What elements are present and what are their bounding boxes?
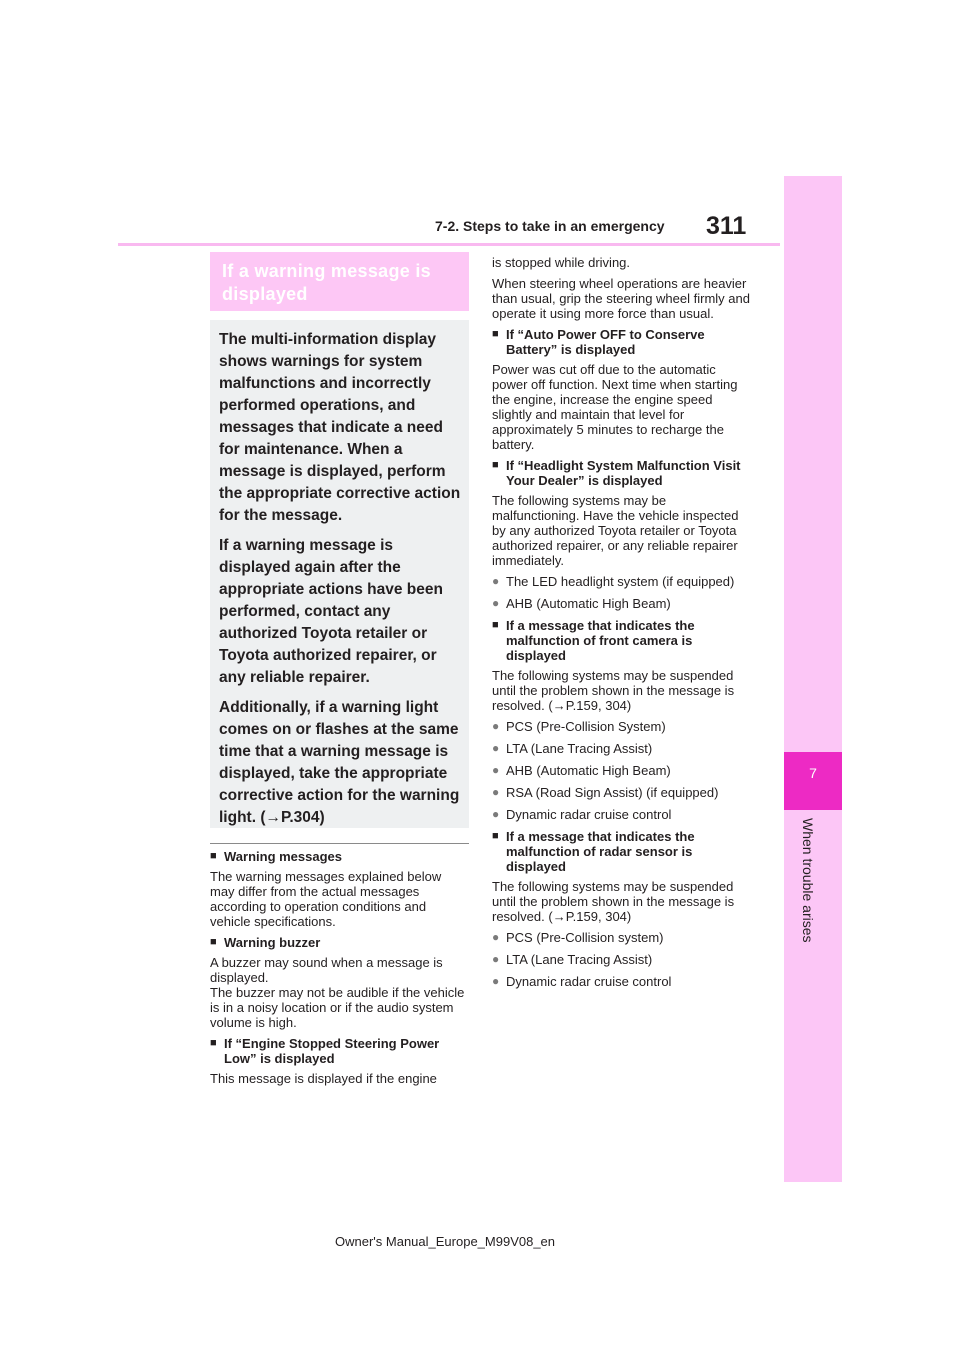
list-item: ● AHB (Automatic High Beam) (492, 763, 671, 778)
round-bullet-icon: ● (492, 574, 500, 588)
round-bullet-icon: ● (492, 930, 500, 944)
paragraph: Power was cut off due to the automatic power off function. Next time when starting the engine, increase the engine speed slightly and maintain that level for approximately 5 minutes to recharge the battery. (492, 362, 738, 452)
subheading-engine-stopped: ■ If “Engine Stopped Steering Power Low” is displayed (210, 1036, 440, 1066)
list-item: ● LTA (Lane Tracing Assist) (492, 952, 653, 967)
paragraph: This message is displayed if the engine (210, 1071, 437, 1086)
round-bullet-icon: ● (492, 763, 500, 777)
page-number: 311 (706, 212, 747, 240)
list-item: ● AHB (Automatic High Beam) (492, 596, 671, 611)
list-item: ● PCS (Pre-Collision system) (492, 930, 664, 945)
round-bullet-icon: ● (492, 974, 500, 988)
footer-manual-id: Owner's Manual_Europe_M99V08_en (335, 1234, 556, 1249)
round-bullet-icon: ● (492, 785, 500, 799)
subheading-warning-messages: ■ Warning messages (210, 849, 343, 864)
list-item: ● RSA (Road Sign Assist) (if equipped) (492, 785, 719, 800)
chapter-side-tab (784, 176, 842, 1182)
intro-paragraph: If a warning message is displayed again after the appropriate actions have been performed, contact any authorized Toyota retailer or Toyota authorized repairer, or any reliable repairer. (219, 537, 443, 686)
intro-paragraph: Additionally, if a warning light comes on or flashes at the same time that a warning message is displayed, take the appropriate corrective action for the warning light. (→P.304) (219, 699, 460, 826)
round-bullet-icon: ● (492, 741, 500, 755)
square-bullet-icon: ■ (210, 936, 217, 948)
square-bullet-icon: ■ (210, 1037, 217, 1049)
column-divider (210, 843, 469, 844)
intro-text (219, 329, 463, 837)
paragraph: The following systems may be suspended until the problem shown in the message is resolved. (→P.159, 304) (492, 668, 735, 713)
chapter-label: When trouble arises (800, 818, 816, 943)
list-item: ● LTA (Lane Tracing Assist) (492, 741, 653, 756)
subheading-front-camera: ■ If a message that indicates the malfunction of front camera is displayed (492, 618, 695, 663)
subheading-headlight-system: ■ If “Headlight System Malfunction Visit Your Dealer” is displayed (492, 458, 741, 488)
chapter-number: 7 (809, 765, 817, 781)
list-item: ● Dynamic radar cruise control (492, 974, 672, 989)
round-bullet-icon: ● (492, 807, 500, 821)
square-bullet-icon: ■ (492, 328, 499, 340)
paragraph: The following systems may be malfunctioning. Have the vehicle inspected by any authorized Toyota retailer or Toyota authorized repairer, or any reliable repairer immediately. (492, 493, 739, 568)
paragraph: A buzzer may sound when a message is displayed. (210, 955, 443, 985)
paragraph: The buzzer may not be audible if the vehicle is in a noisy location or if the audio system volume is high. (210, 985, 465, 1030)
section-title: 7-2. Steps to take in an emergency (435, 218, 665, 234)
header-rule (118, 243, 780, 246)
list-item: ● The LED headlight system (if equipped) (492, 574, 735, 589)
left-column (210, 849, 468, 1092)
list-item: ● PCS (Pre-Collision System) (492, 719, 666, 734)
square-bullet-icon: ■ (210, 850, 217, 862)
subheading-auto-power-off: ■ If “Auto Power OFF to Conserve Battery” is displayed (492, 327, 705, 357)
square-bullet-icon: ■ (492, 459, 499, 471)
chapter-number-box (784, 752, 842, 810)
page-title: If a warning message is displayed (222, 261, 431, 304)
round-bullet-icon: ● (492, 596, 500, 610)
right-column (492, 255, 754, 996)
paragraph: The warning messages explained below may differ from the actual messages according to operation conditions and vehicle specifications. (210, 869, 442, 929)
square-bullet-icon: ■ (492, 619, 499, 631)
list-item: ● Dynamic radar cruise control (492, 807, 672, 822)
round-bullet-icon: ● (492, 952, 500, 966)
paragraph: The following systems may be suspended until the problem shown in the message is resolved. (→P.159, 304) (492, 879, 735, 924)
round-bullet-icon: ● (492, 719, 500, 733)
intro-paragraph: The multi-information display shows warnings for system malfunctions and incorrectly performed operations, and messages that indicate a need for maintenance. When a message is displayed, perform the appropriate corrective action for the message. (219, 331, 461, 524)
paragraph: is stopped while driving. (492, 255, 631, 270)
paragraph: When steering wheel operations are heavier than usual, grip the steering wheel firmly and operate it using more force than usual. (492, 276, 750, 321)
square-bullet-icon: ■ (492, 830, 499, 842)
subheading-radar-sensor: ■ If a message that indicates the malfunction of radar sensor is displayed (492, 829, 695, 874)
subheading-warning-buzzer: ■ Warning buzzer (210, 935, 321, 950)
